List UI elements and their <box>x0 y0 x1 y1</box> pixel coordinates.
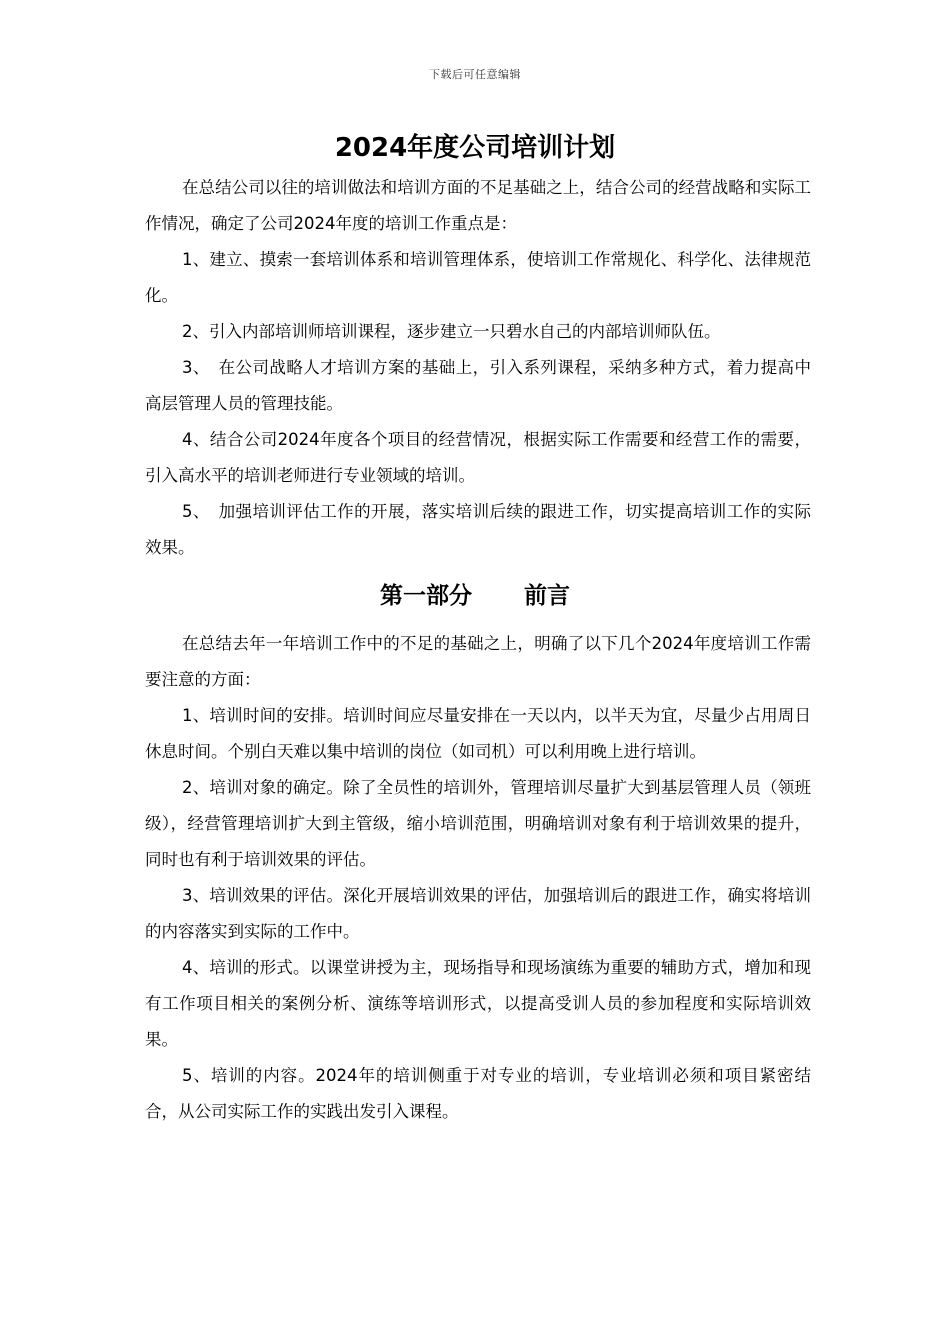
preface-item-1: 1、培训时间的安排。培训时间应尽量安排在一天以内，以半天为宜，尽量少占用周日休息时间。个别白天难以集中培训的岗位（如司机）可以利用晚上进行培训。 <box>145 706 811 761</box>
header-note: 下载后可任意编辑 <box>429 68 521 81</box>
intro-section <box>145 170 811 566</box>
section-name-label: 前言 <box>524 583 570 609</box>
preface-item-3: 3、培训效果的评估。深化开展培训效果的评估，加强培训后的跟进工作，确实将培训的内容落实到实际的工作中。 <box>145 886 811 941</box>
intro-item-4: 4、结合公司2024年度各个项目的经营情况，根据实际工作需要和经营工作的需要，引入高水平的培训老师进行专业领域的培训。 <box>145 430 811 485</box>
intro-item-2: 2、引入内部培训师培训课程，逐步建立一只碧水自己的内部培训师队伍。 <box>182 322 721 341</box>
preface-paragraph: 在总结去年一年培训工作中的不足的基础之上，明确了以下几个2024年度培训工作需要注意的方面： <box>145 634 811 689</box>
intro-item-5: 5、 加强培训评估工作的开展，落实培训后续的跟进工作，切实提高培训工作的实际效果。 <box>145 502 811 557</box>
section-heading <box>0 576 950 616</box>
preface-section <box>145 626 811 1130</box>
intro-item-3: 3、 在公司战略人才培训方案的基础上，引入系列课程，采纳多种方式，着力提高中高层管理人员的管理技能。 <box>145 358 811 413</box>
intro-paragraph: 在总结公司以往的培训做法和培训方面的不足基础之上，结合公司的经营战略和实际工作情况，确定了公司2024年度的培训工作重点是： <box>145 178 811 233</box>
intro-item-1: 1、建立、摸索一套培训体系和培训管理体系，使培训工作常规化、科学化、法律规范化。 <box>145 250 811 305</box>
preface-item-5: 5、培训的内容。2024年的培训侧重于对专业的培训，专业培训必须和项目紧密结合，从公司实际工作的实践出发引入课程。 <box>145 1066 811 1121</box>
section-part-label: 第一部分 <box>380 583 472 609</box>
preface-item-2: 2、培训对象的确定。除了全员性的培训外，管理培训尽量扩大到基层管理人员（领班级），经营管理培训扩大到主管级，缩小培训范围，明确培训对象有利于培训效果的提升，同时也有利于培训效果的评估。 <box>145 778 811 869</box>
document-title: 2024年度公司培训计划 <box>334 133 616 163</box>
preface-item-4: 4、培训的形式。以课堂讲授为主，现场指导和现场演练为重要的辅助方式，增加和现有工作项目相关的案例分析、演练等培训形式，以提高受训人员的参加程度和实际培训效果。 <box>145 958 811 1049</box>
